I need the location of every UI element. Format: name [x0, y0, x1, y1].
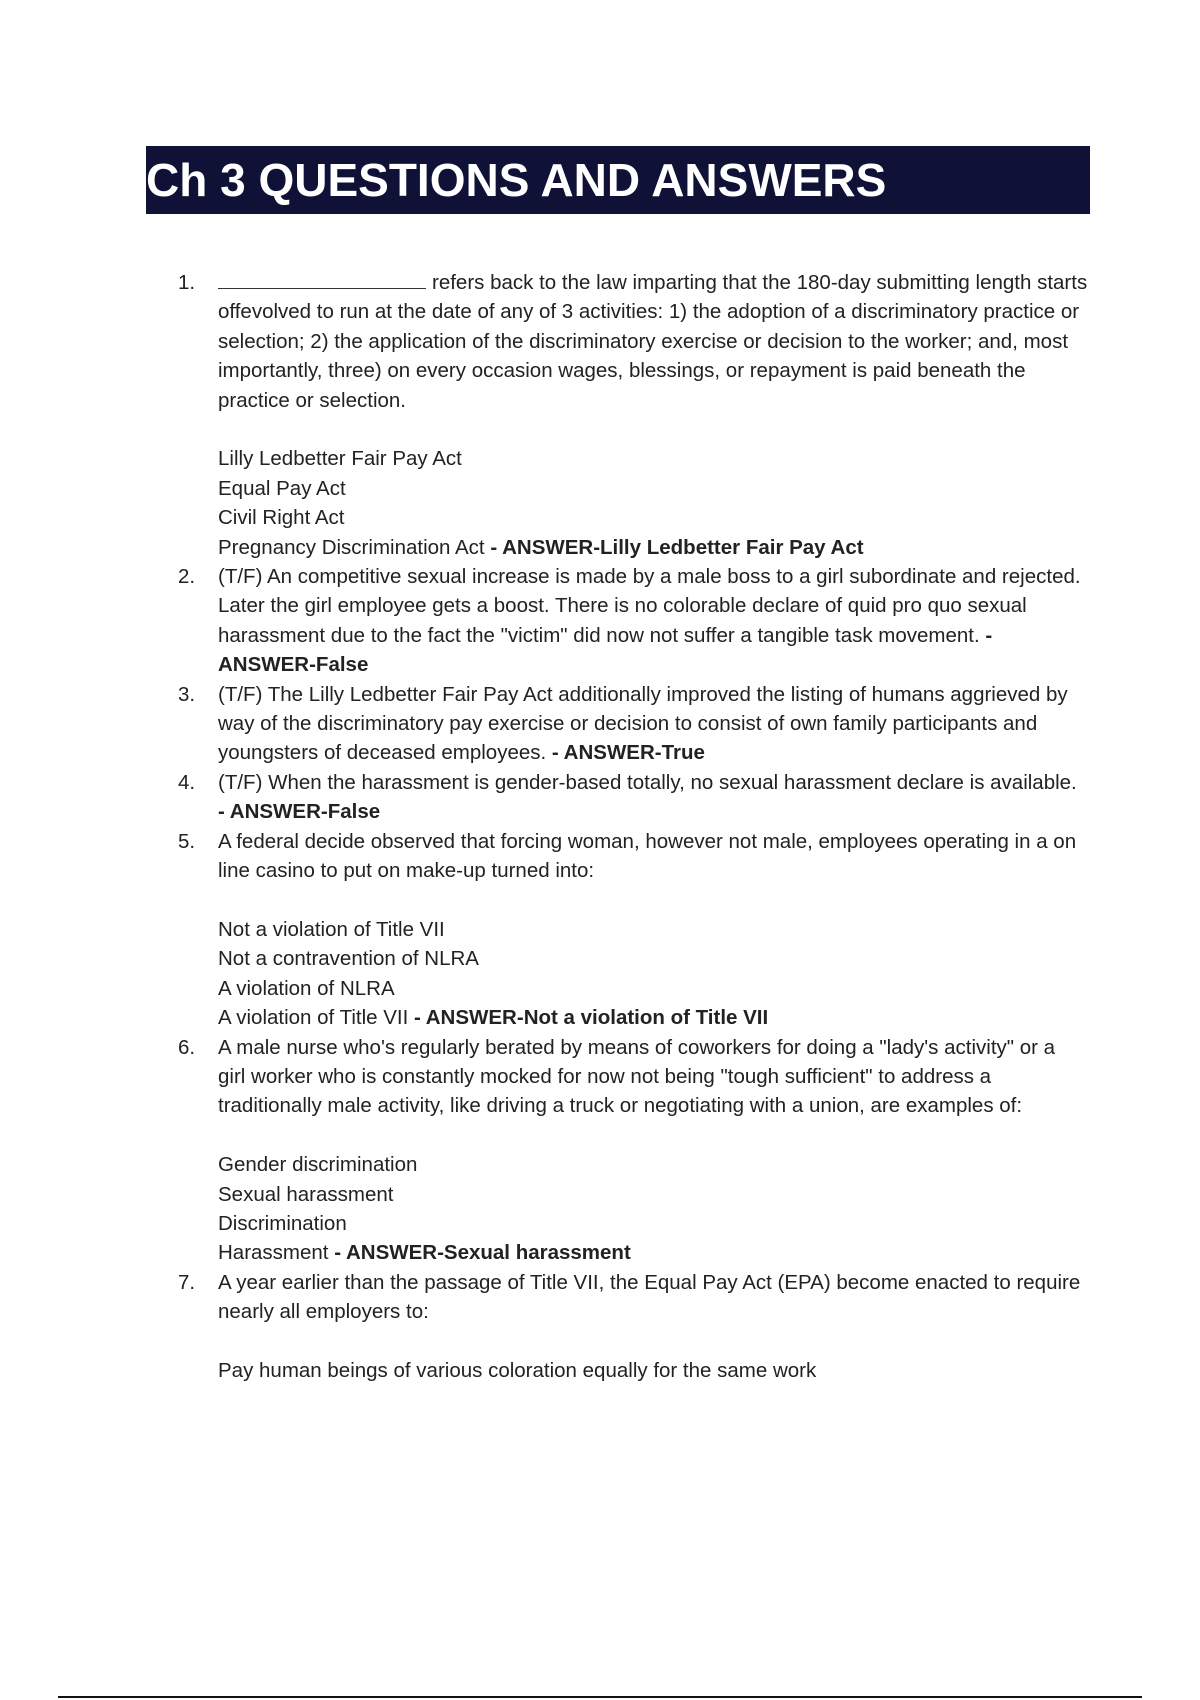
question-text: A male nurse who's regularly berated by means of coworkers for doing a "lady's activity" or a girl worker who is constantly mocked for now not being "tough sufficient" to address a traditionally male activity, like driving a truck or negotiating with a union, are examples of:	[218, 1035, 1056, 1118]
question-list	[178, 268, 1088, 1385]
answer: - ANSWER-True	[546, 741, 705, 765]
question-text: A federal decide observed that forcing woman, however not male, employees operating in a on line casino to put on make-up turned into:	[218, 829, 1077, 883]
option: A violation of Title VII	[218, 1006, 409, 1030]
answer: - ANSWER-False	[218, 623, 993, 677]
question-number: 5.	[178, 829, 196, 853]
option: Pay human beings of various coloration equally for the same work	[218, 1358, 817, 1382]
answer: - ANSWER-Sexual harassment	[328, 1241, 631, 1265]
answer: - ANSWER-Lilly Ledbetter Fair Pay Act	[484, 535, 864, 559]
question-number: 2.	[178, 565, 196, 589]
answer: - ANSWER-Not a violation of Title VII	[408, 1006, 769, 1030]
question-number: 1.	[178, 271, 196, 294]
page-title: Ch 3 QUESTIONS AND ANSWERS	[146, 154, 887, 206]
page-divider	[58, 1696, 1142, 1698]
option: Equal Pay Act	[218, 476, 346, 500]
title-bar	[146, 146, 1090, 214]
question-text: (T/F) When the harassment is gender-based totally, no sexual harassment declare is available.	[218, 770, 1077, 794]
question-number: 6.	[178, 1035, 196, 1059]
answer: - ANSWER-False	[218, 800, 381, 824]
question-number: 4.	[178, 770, 196, 794]
option: A violation of NLRA	[218, 976, 395, 1000]
option: Lilly Ledbetter Fair Pay Act	[218, 447, 462, 471]
option: Sexual harassment	[218, 1182, 394, 1206]
option: Gender discrimination	[218, 1153, 418, 1177]
question-number: 3.	[178, 682, 196, 706]
question-1	[178, 268, 1088, 562]
option: Discrimination	[218, 1211, 347, 1235]
option: Not a violation of Title VII	[218, 917, 445, 941]
question-text: A year earlier than the passage of Title VII, the Equal Pay Act (EPA) become enacted to require nearly all employers to:	[218, 1270, 1081, 1324]
option: Civil Right Act	[218, 506, 345, 530]
question-text: (T/F) The Lilly Ledbetter Fair Pay Act additionally improved the listing of humans aggrieved by way of the discriminatory pay exercise or decision to consist of own family participants and youngsters of deceased employees.	[218, 682, 1068, 765]
question-text: refers back to the law imparting that the 180-day submitting length starts offevolved to run at the date of any of 3 activities: 1) the adoption of a discriminatory practice or selection; 2) the application of the discriminatory exercise or decision to the worker; and, most importantly, three) on every occasion wages, blessings, or repayment is paid beneath the practice or selection.	[218, 271, 1088, 412]
question-4	[178, 768, 1088, 827]
question-number: 7.	[178, 1270, 196, 1294]
fill-in-blank	[218, 270, 426, 289]
question-3	[178, 680, 1088, 768]
question-text: (T/F) An competitive sexual increase is made by a male boss to a girl subordinate and rejected. Later the girl employee gets a boost. There is no colorable declare of quid pro quo sexual harassment due to the fact the "victim" did now not suffer a tangible task movement.	[218, 565, 1081, 647]
question-5	[178, 827, 1088, 1033]
option: Not a contravention of NLRA	[218, 947, 479, 971]
option: Pregnancy Discrimination Act	[218, 535, 485, 559]
question-2	[178, 562, 1088, 680]
question-6	[178, 1033, 1088, 1268]
option: Harassment	[218, 1241, 329, 1265]
question-7	[178, 1268, 1088, 1386]
